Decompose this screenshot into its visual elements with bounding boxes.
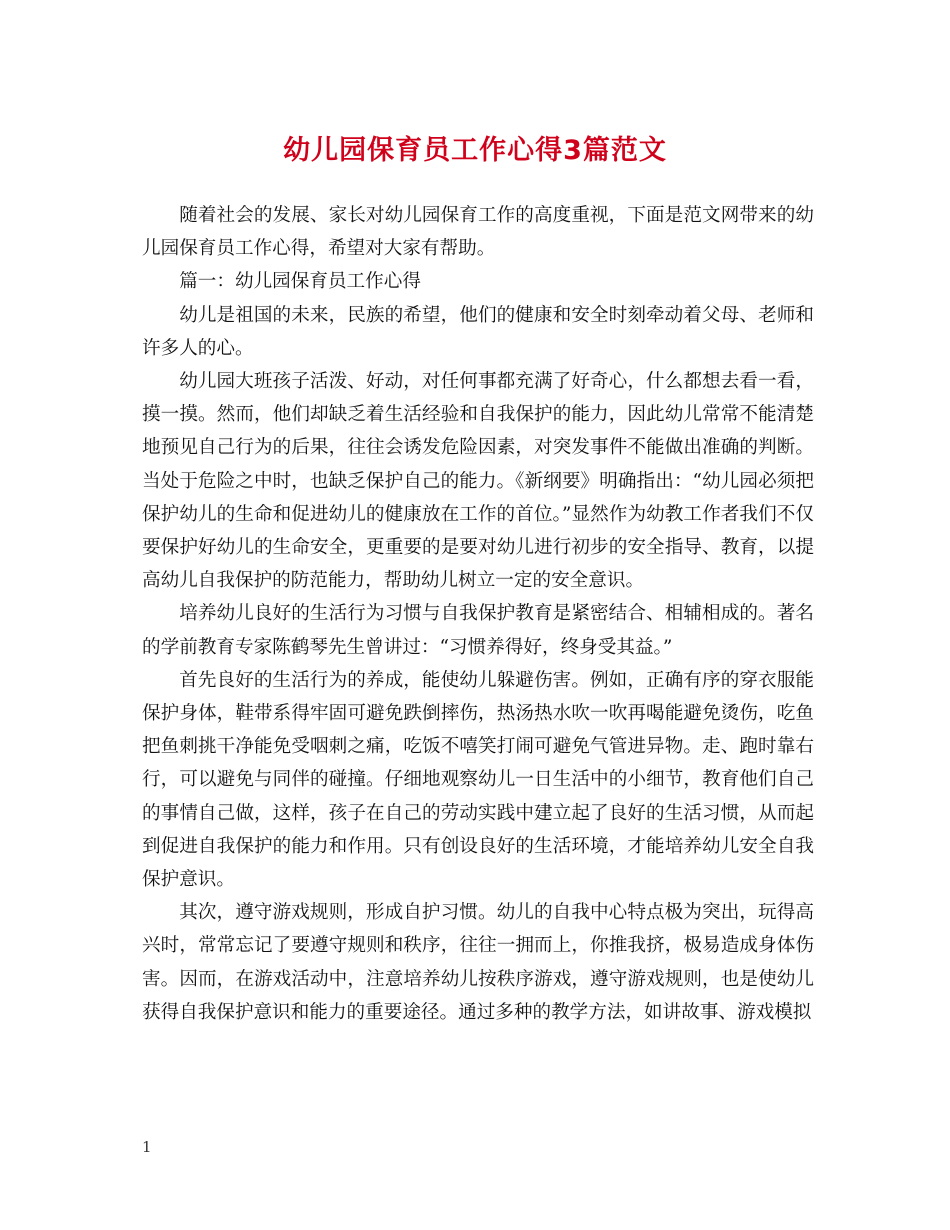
- document-body: [142, 199, 814, 1029]
- paragraph-5: 其次，遵守游戏规则，形成自护习惯。幼儿的自我中心特点极为突出，玩得高兴时，常常忘记了要遵守规则和秩序，往往一拥而上，你推我挤，极易造成身体伤害。因而，在游戏活动中，注意培养幼儿按秩序游戏，遵守游戏规则，也是使幼儿获得自我保护意识和能力的重要途径。通过多种的教学方法，如讲故事、游戏模拟: [142, 902, 814, 1023]
- paragraph-3: 培养幼儿良好的生活行为习惯与自我保护教育是紧密结合、相辅相成的。著名的学前教育专家陈鹤琴先生曾讲过：“习惯养得好，终身受其益。”: [142, 603, 814, 658]
- paragraph-intro: 随着社会的发展、家长对幼儿园保育工作的高度重视，下面是范文网带来的幼儿园保育员工作心得，希望对大家有帮助。: [142, 205, 814, 260]
- paragraph-2: 幼儿园大班孩子活泼、好动，对任何事都充满了好奇心，什么都想去看一看，摸一摸。然而，他们却缺乏着生活经验和自我保护的能力，因此幼儿常常不能清楚地预见自己行为的后果，往往会诱发危险因素，对突发事件不能做出准确的判断。当处于危险之中时，也缺乏保护自己的能力。《新纲要》明确指出：“幼儿园必须把保护幼儿的生命和促进幼儿的健康放在工作的首位。”显然作为幼教工作者我们不仅要保护好幼儿的生命安全，更重要的是要对幼儿进行初步的安全指导、教育，以提高幼儿自我保护的防范能力，帮助幼儿树立一定的安全意识。: [142, 371, 814, 592]
- page-number: 1: [142, 1138, 152, 1156]
- paragraph-4: 首先良好的生活行为的养成，能使幼儿躲避伤害。例如，正确有序的穿衣服能保护身体，鞋带系得牢固可避免跌倒摔伤，热汤热水吹一吹再喝能避免烫伤，吃鱼把鱼刺挑干净能免受咽刺之痛，吃饭不嘻笑打闹可避免气管进异物。走、跑时靠右行，可以避免与同伴的碰撞。仔细地观察幼儿一日生活中的小细节，教育他们自己的事情自己做，这样，孩子在自己的劳动实践中建立起了良好的生活习惯，从而起到促进自我保护的能力和作用。只有创设良好的生活环境，才能培养幼儿安全自我保护意识。: [142, 669, 814, 891]
- document-title: 幼儿园保育员工作心得3篇范文: [283, 135, 667, 166]
- paragraph-section-heading: 篇一：幼儿园保育员工作心得: [179, 271, 421, 293]
- paragraph-1: 幼儿是祖国的未来，民族的希望，他们的健康和安全时刻牵动着父母、老师和许多人的心。: [142, 304, 814, 359]
